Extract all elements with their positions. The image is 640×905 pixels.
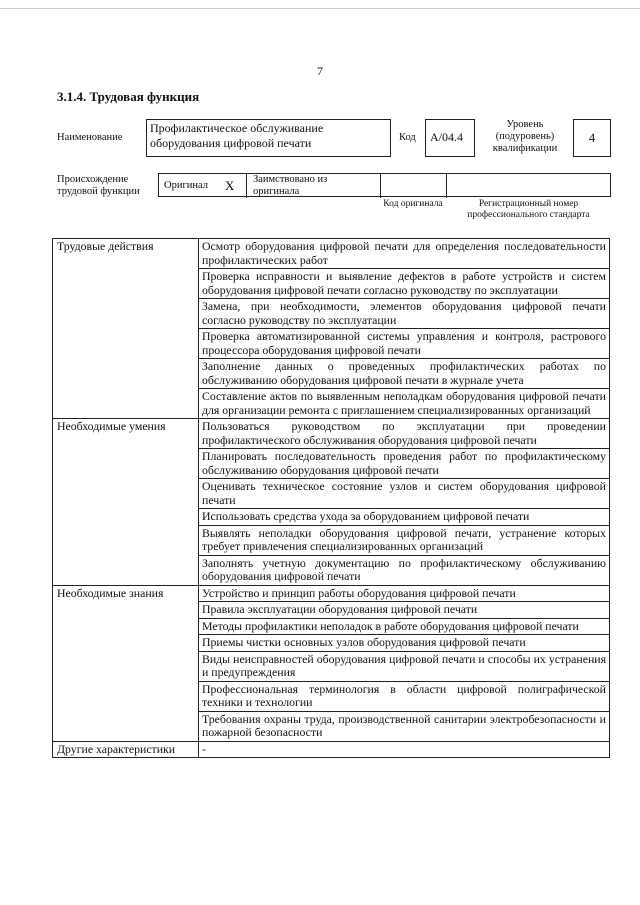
original-label: Оригинал <box>164 180 208 191</box>
category-cell: Трудовые действия <box>53 239 199 419</box>
borrowed-cell <box>247 174 381 198</box>
description-cell: Составление актов по выявленным неполадкам оборудования цифровой печати для организации ремонта с приглашением специализированных организаций <box>199 389 610 419</box>
page-top-border <box>0 8 640 9</box>
reg-number-cell <box>447 174 612 198</box>
description-cell: Заполнение данных о проведенных профилактических работах по обслуживанию оборудования цифровой печати в журнале учета <box>199 359 610 389</box>
table-row <box>53 239 610 269</box>
description-cell: Планировать последовательность проведения работ по профилактическому обслуживанию оборудования цифровой печати <box>199 449 610 479</box>
original-mark: X <box>225 178 235 193</box>
category-cell: Необходимые знания <box>53 585 199 741</box>
level-label: Уровень (подуровень) квалификации <box>492 119 558 154</box>
description-cell: Выявлять неполадки оборудования цифровой печати, устранение которых требует привлечения специализированных организаций <box>199 525 610 555</box>
origin-code-cell <box>381 174 447 198</box>
description-cell: Приемы чистки основных узлов оборудования цифровой печати <box>199 635 610 652</box>
original-cell <box>159 174 247 198</box>
description-cell: Правила эксплуатации оборудования цифровой печати <box>199 602 610 619</box>
name-label: Наименование <box>57 132 123 143</box>
table-row <box>53 585 610 602</box>
function-table <box>52 238 610 758</box>
description-cell: Проверка автоматизированной системы управления и контроля, растрового процессора оборудования цифровой печати <box>199 329 610 359</box>
origin-row <box>158 173 611 197</box>
description-cell: Замена, при необходимости, элементов оборудования цифровой печати согласно руководству по эксплуатации <box>199 299 610 329</box>
origin-label: Происхождение трудовой функции <box>57 174 140 197</box>
description-cell: Профессиональная терминология в области цифровой полиграфической техники и технологии <box>199 681 610 711</box>
description-cell: Осмотр оборудования цифровой печати для определения последовательности профилактических работ <box>199 239 610 269</box>
description-cell: Проверка исправности и выявление дефектов в работе устройств и систем оборудования цифровой печати согласно руководству по эксплуатации <box>199 269 610 299</box>
reg-number-caption: Регистрационный номер профессионального стандарта <box>467 199 590 220</box>
description-cell: Заполнять учетную документацию по профилактическому обслуживанию оборудования цифровой печати <box>199 555 610 585</box>
description-cell: - <box>199 741 610 758</box>
category-cell: Другие характеристики <box>53 741 199 758</box>
function-name-box: Профилактическое обслуживание оборудования цифровой печати <box>146 119 391 157</box>
description-cell: Устройство и принцип работы оборудования цифровой печати <box>199 585 610 602</box>
description-cell: Пользоваться руководством по эксплуатации при проведении профилактического обслуживания оборудования цифровой печати <box>199 419 610 449</box>
description-cell: Требования охраны труда, производственной санитарии электробезопасности и пожарной безопасности <box>199 711 610 741</box>
code-label: Код <box>399 132 416 143</box>
page-number: 7 <box>317 64 323 78</box>
description-cell: Методы профилактики неполадок в работе оборудования цифровой печати <box>199 618 610 635</box>
qualification-level-box: 4 <box>573 119 611 157</box>
table-row <box>53 419 610 449</box>
description-cell: Оценивать техническое состояние узлов и систем оборудования цифровой печати <box>199 479 610 509</box>
borrowed-label: Заимствовано из оригинала <box>253 174 328 197</box>
function-code-box: А/04.4 <box>425 119 475 157</box>
description-cell: Использовать средства ухода за оборудованием цифровой печати <box>199 509 610 526</box>
category-cell: Необходимые умения <box>53 419 199 586</box>
table-row <box>53 741 610 758</box>
description-cell: Виды неисправностей оборудования цифровой печати и способы их устранения и предупреждения <box>199 651 610 681</box>
section-title: 3.1.4. Трудовая функция <box>57 89 200 104</box>
origin-code-caption: Код оригинала <box>383 199 443 209</box>
